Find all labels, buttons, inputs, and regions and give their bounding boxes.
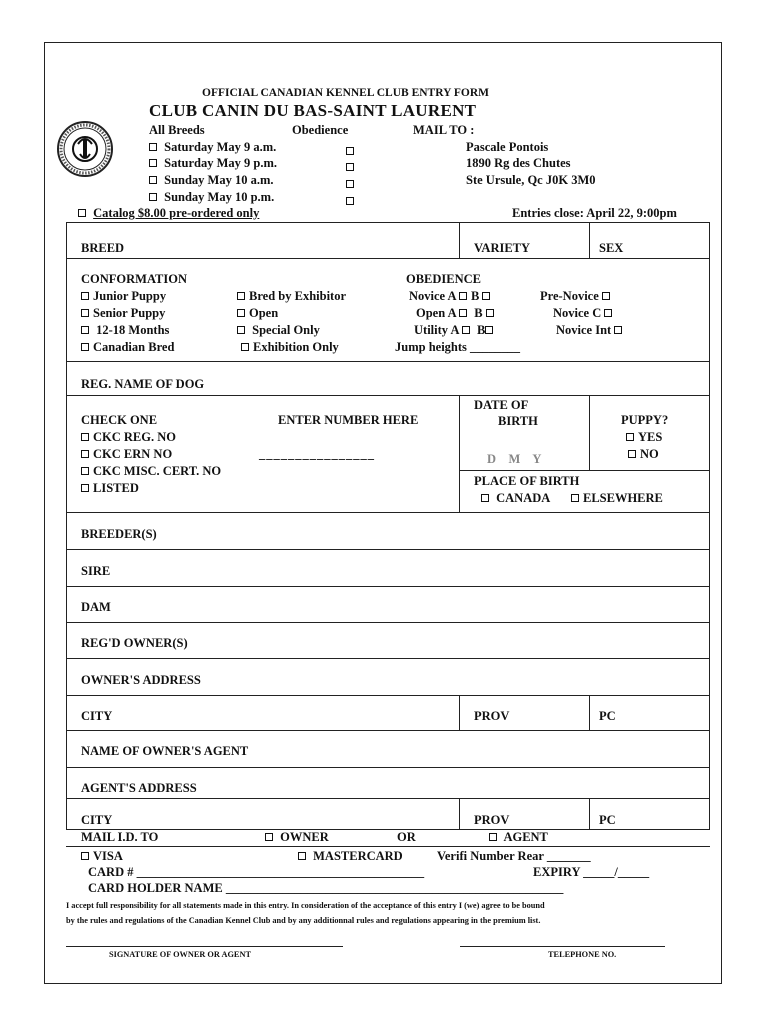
birth-label: BIRTH — [498, 414, 538, 428]
check-ckc-reg[interactable]: CKC REG. NO — [81, 430, 176, 445]
address-line-3: Ste Ursule, Qc J0K 3M0 — [466, 173, 596, 187]
statement-line-1: I accept full responsibility for all statements made in this entry. In consideration of the acceptance of this entry I (we) agree to be bound — [66, 901, 545, 910]
enter-number-label: ENTER NUMBER HERE — [278, 413, 419, 427]
entries-close: Entries close: April 22, 9:00pm — [512, 206, 677, 220]
session-sun-am[interactable]: Sunday May 10 a.m. — [149, 173, 274, 188]
visa-option[interactable]: VISA — [81, 849, 123, 864]
obedience-checkbox-4[interactable] — [346, 192, 358, 210]
check-ckc-misc[interactable]: CKC MISC. CERT. NO — [81, 464, 221, 479]
checkbox[interactable] — [78, 209, 86, 217]
obedience-novice[interactable]: Novice A B — [409, 289, 494, 304]
reg-name-field[interactable]: REG. NAME OF DOG — [81, 377, 205, 391]
checkbox[interactable] — [149, 143, 157, 151]
mail-to-label: MAIL TO : — [413, 123, 475, 137]
number-input[interactable]: ________________ — [259, 447, 375, 461]
class-bred-by-exhibitor[interactable]: Bred by Exhibitor — [237, 289, 346, 304]
puppy-no[interactable]: NO — [628, 447, 659, 462]
puppy-label: PUPPY? — [621, 413, 669, 427]
class-open[interactable]: Open — [237, 306, 278, 321]
birth-canada[interactable]: CANADA — [481, 491, 550, 506]
class-junior-puppy[interactable]: Junior Puppy — [81, 289, 166, 304]
place-of-birth-label: PLACE OF BIRTH — [474, 474, 580, 488]
agent-prov-field[interactable]: PROV — [474, 813, 510, 827]
date-of-birth-input[interactable]: D M Y — [487, 452, 542, 466]
breeders-field[interactable]: BREEDER(S) — [81, 527, 157, 541]
sex-field[interactable]: SEX — [599, 241, 624, 255]
jump-heights-field[interactable]: Jump heights ________ — [395, 340, 521, 354]
or-label: OR — [397, 830, 416, 844]
dam-field[interactable]: DAM — [81, 600, 111, 614]
checkbox[interactable] — [149, 159, 157, 167]
obedience-pre-novice[interactable]: Pre-Novice — [540, 289, 614, 304]
verifi-number-field[interactable]: Verifi Number Rear _______ — [437, 849, 591, 863]
obedience-open[interactable]: Open A B — [416, 306, 498, 321]
obedience-novice-c[interactable]: Novice C — [553, 306, 616, 321]
check-one-title: CHECK ONE — [81, 413, 158, 427]
owner-address-field[interactable]: OWNER'S ADDRESS — [81, 673, 201, 687]
owner-prov-field[interactable]: PROV — [474, 709, 510, 723]
agent-city-field[interactable]: CITY — [81, 813, 113, 827]
variety-field[interactable]: VARIETY — [474, 241, 531, 255]
class-special-only[interactable]: Special Only — [237, 323, 320, 338]
mastercard-option[interactable]: MASTERCARD — [298, 849, 403, 864]
agent-address-field[interactable]: AGENT'S ADDRESS — [81, 781, 197, 795]
mail-owner-option[interactable]: OWNER — [265, 830, 329, 845]
address-line-1: Pascale Pontois — [466, 140, 549, 154]
ckc-seal-icon — [56, 120, 114, 178]
catalog-option[interactable]: Catalog $8.00 pre-ordered only — [78, 206, 259, 221]
date-of-label: DATE OF — [474, 398, 529, 412]
checkbox[interactable] — [149, 176, 157, 184]
agent-pc-field[interactable]: PC — [599, 813, 616, 827]
address-line-2: 1890 Rg des Chutes — [466, 156, 571, 170]
all-breeds-label: All Breeds — [149, 123, 205, 137]
signature-label: SIGNATURE OF OWNER OR AGENT — [109, 950, 251, 959]
class-senior-puppy[interactable]: Senior Puppy — [81, 306, 165, 321]
obedience-checkbox-3[interactable] — [346, 175, 358, 193]
mail-agent-option[interactable]: AGENT — [489, 830, 548, 845]
birth-elsewhere[interactable]: ELSEWHERE — [571, 491, 663, 506]
obedience-utility[interactable]: Utility A B — [414, 323, 497, 338]
check-ckc-ern[interactable]: CKC ERN NO — [81, 447, 172, 462]
owner-city-field[interactable]: CITY — [81, 709, 113, 723]
owners-field[interactable]: REG'D OWNER(S) — [81, 636, 188, 650]
statement-line-2: by the rules and regulations of the Canadian Kennel Club and by any additionnal rules and regulations appearing in the premium list. — [66, 916, 541, 925]
checkbox[interactable] — [149, 193, 157, 201]
class-12-18-months[interactable]: 12-18 Months — [81, 323, 169, 338]
session-sat-am[interactable]: Saturday May 9 a.m. — [149, 140, 276, 155]
expiry-field[interactable]: EXPIRY _____/_____ — [533, 865, 650, 879]
card-number-field[interactable]: CARD # ______________________________________________ — [88, 865, 425, 879]
owner-pc-field[interactable]: PC — [599, 709, 616, 723]
card-holder-field[interactable]: CARD HOLDER NAME ______________________________________________________ — [88, 881, 564, 895]
obedience-label: Obedience — [292, 123, 349, 137]
conformation-title: CONFORMATION — [81, 272, 188, 286]
session-sun-pm[interactable]: Sunday May 10 p.m. — [149, 190, 274, 205]
obedience-checkbox-2[interactable] — [346, 158, 358, 176]
official-title: OFFICIAL CANADIAN KENNEL CLUB ENTRY FORM — [202, 87, 490, 99]
puppy-yes[interactable]: YES — [626, 430, 662, 445]
telephone-line[interactable] — [460, 946, 665, 947]
obedience-novice-int[interactable]: Novice Int — [556, 323, 626, 338]
class-exhibition-only[interactable]: Exhibition Only — [241, 340, 339, 355]
sire-field[interactable]: SIRE — [81, 564, 111, 578]
class-canadian-bred[interactable]: Canadian Bred — [81, 340, 174, 355]
session-sat-pm[interactable]: Saturday May 9 p.m. — [149, 156, 277, 171]
agent-name-field[interactable]: NAME OF OWNER'S AGENT — [81, 744, 249, 758]
telephone-label: TELEPHONE NO. — [548, 950, 617, 959]
mail-id-label: MAIL I.D. TO — [81, 830, 159, 844]
obedience-title: OBEDIENCE — [406, 272, 482, 286]
signature-line[interactable] — [66, 946, 343, 947]
check-listed[interactable]: LISTED — [81, 481, 139, 496]
breed-field[interactable]: BREED — [81, 241, 125, 255]
club-name: CLUB CANIN DU BAS-SAINT LAURENT — [149, 101, 477, 120]
